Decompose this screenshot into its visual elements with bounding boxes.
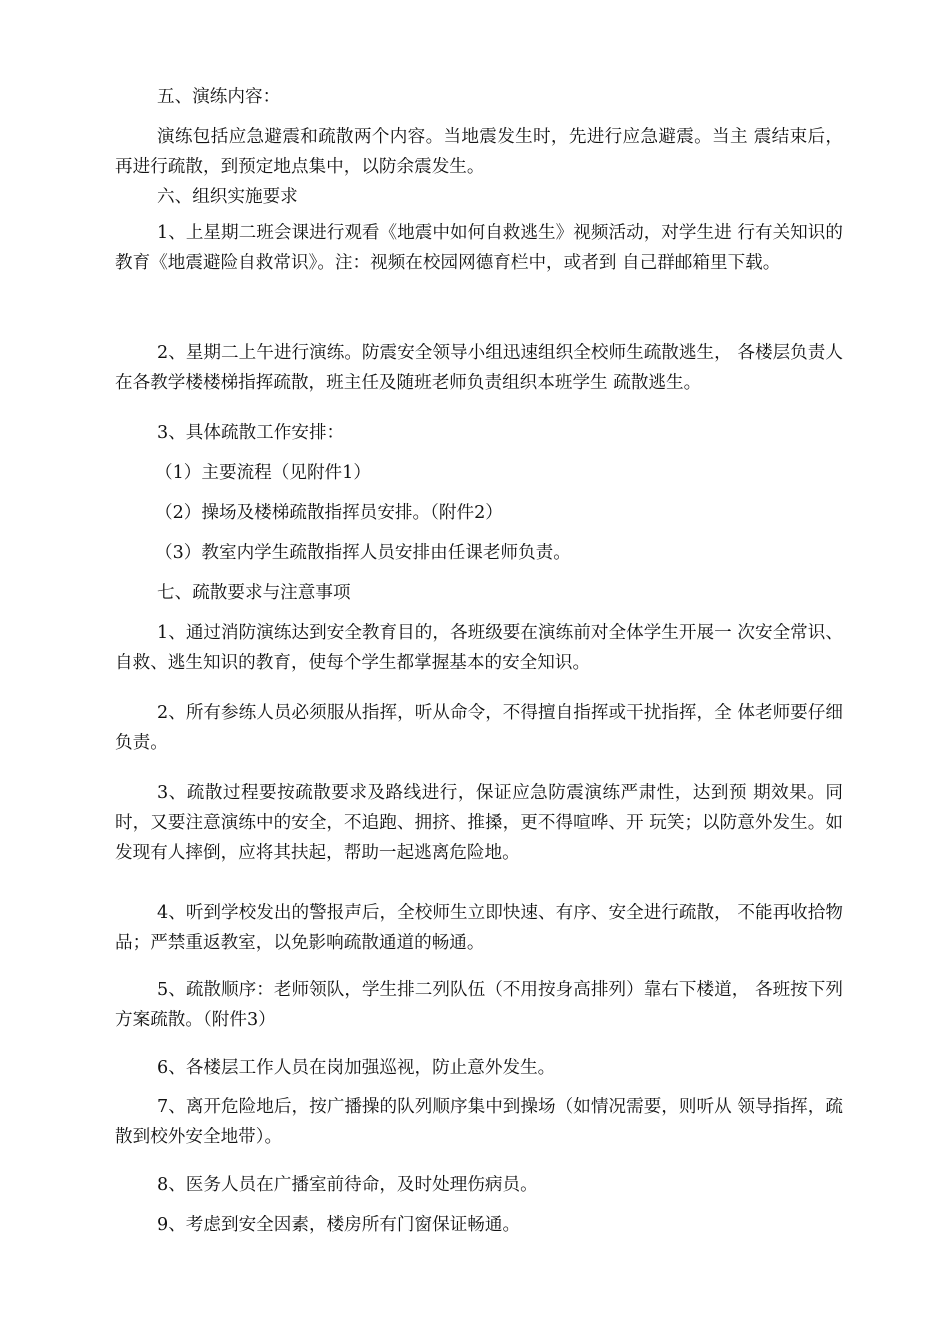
requirement-2: 2、所有参练人员必须服从指挥，听从命令，不得擅自指挥或干扰指挥，全 体老师要仔细负责。 xyxy=(115,703,843,753)
sub-item-1: （1）主要流程（见附件1） xyxy=(155,463,371,483)
section-heading-implementation: 六、组织实施要求 xyxy=(157,187,298,207)
section-heading-drill-content: 五、演练内容： xyxy=(157,87,281,107)
section-heading-requirements: 七、疏散要求与注意事项 xyxy=(157,583,351,603)
sub-item-2: （2）操场及楼梯疏散指挥员安排。（附件2） xyxy=(155,503,503,523)
paragraph-item-2: 2、星期二上午进行演练。防震安全领导小组迅速组织全校师生疏散逃生， 各楼层负责人在各教学楼楼梯指挥疏散，班主任及随班老师负责组织本班学生 疏散逃生。 xyxy=(115,343,843,393)
paragraph-drill-content: 演练包括应急避震和疏散两个内容。当地震发生时，先进行应急避震。当主 震结束后，再进行疏散，到预定地点集中，以防余震发生。 xyxy=(115,127,843,177)
requirement-3: 3、疏散过程要按疏散要求及路线进行，保证应急防震演练严肃性，达到预 期效果。同时，又要注意演练中的安全，不追跑、拥挤、推搡，更不得喧哗、开 玩笑；以防意外发生。如发现有人摔倒，应将其扶起，帮助一起逃离危险地。 xyxy=(115,783,843,863)
requirement-1: 1、通过消防演练达到安全教育目的，各班级要在演练前对全体学生开展一 次安全常识、自救、逃生知识的教育，使每个学生都掌握基本的安全知识。 xyxy=(115,623,843,673)
requirement-9: 9、考虑到安全因素，楼房所有门窗保证畅通。 xyxy=(157,1215,521,1235)
requirement-8: 8、医务人员在广播室前待命，及时处理伤病员。 xyxy=(157,1175,538,1195)
requirement-7: 7、离开危险地后，按广播操的队列顺序集中到操场（如情况需要，则听从 领导指挥，疏散到校外安全地带）。 xyxy=(115,1097,843,1147)
paragraph-item-3: 3、具体疏散工作安排： xyxy=(157,423,345,443)
paragraph-item-1: 1、上星期二班会课进行观看《地震中如何自救逃生》视频活动，对学生进 行有关知识的教育《地震避险自救常识》。注：视频在校园网德育栏中，或者到 自己群邮箱里下载。 xyxy=(115,223,843,273)
requirement-5: 5、疏散顺序：老师领队，学生排二列队伍（不用按身高排列）靠右下楼道， 各班按下列方案疏散。（附件3） xyxy=(115,980,843,1030)
requirement-6: 6、各楼层工作人员在岗加强巡视，防止意外发生。 xyxy=(157,1058,556,1078)
sub-item-3: （3）教室内学生疏散指挥人员安排由任课老师负责。 xyxy=(155,543,571,563)
requirement-4: 4、听到学校发出的警报声后，全校师生立即快速、有序、安全进行疏散， 不能再收拾物品；严禁重返教室，以免影响疏散通道的畅通。 xyxy=(115,903,843,953)
